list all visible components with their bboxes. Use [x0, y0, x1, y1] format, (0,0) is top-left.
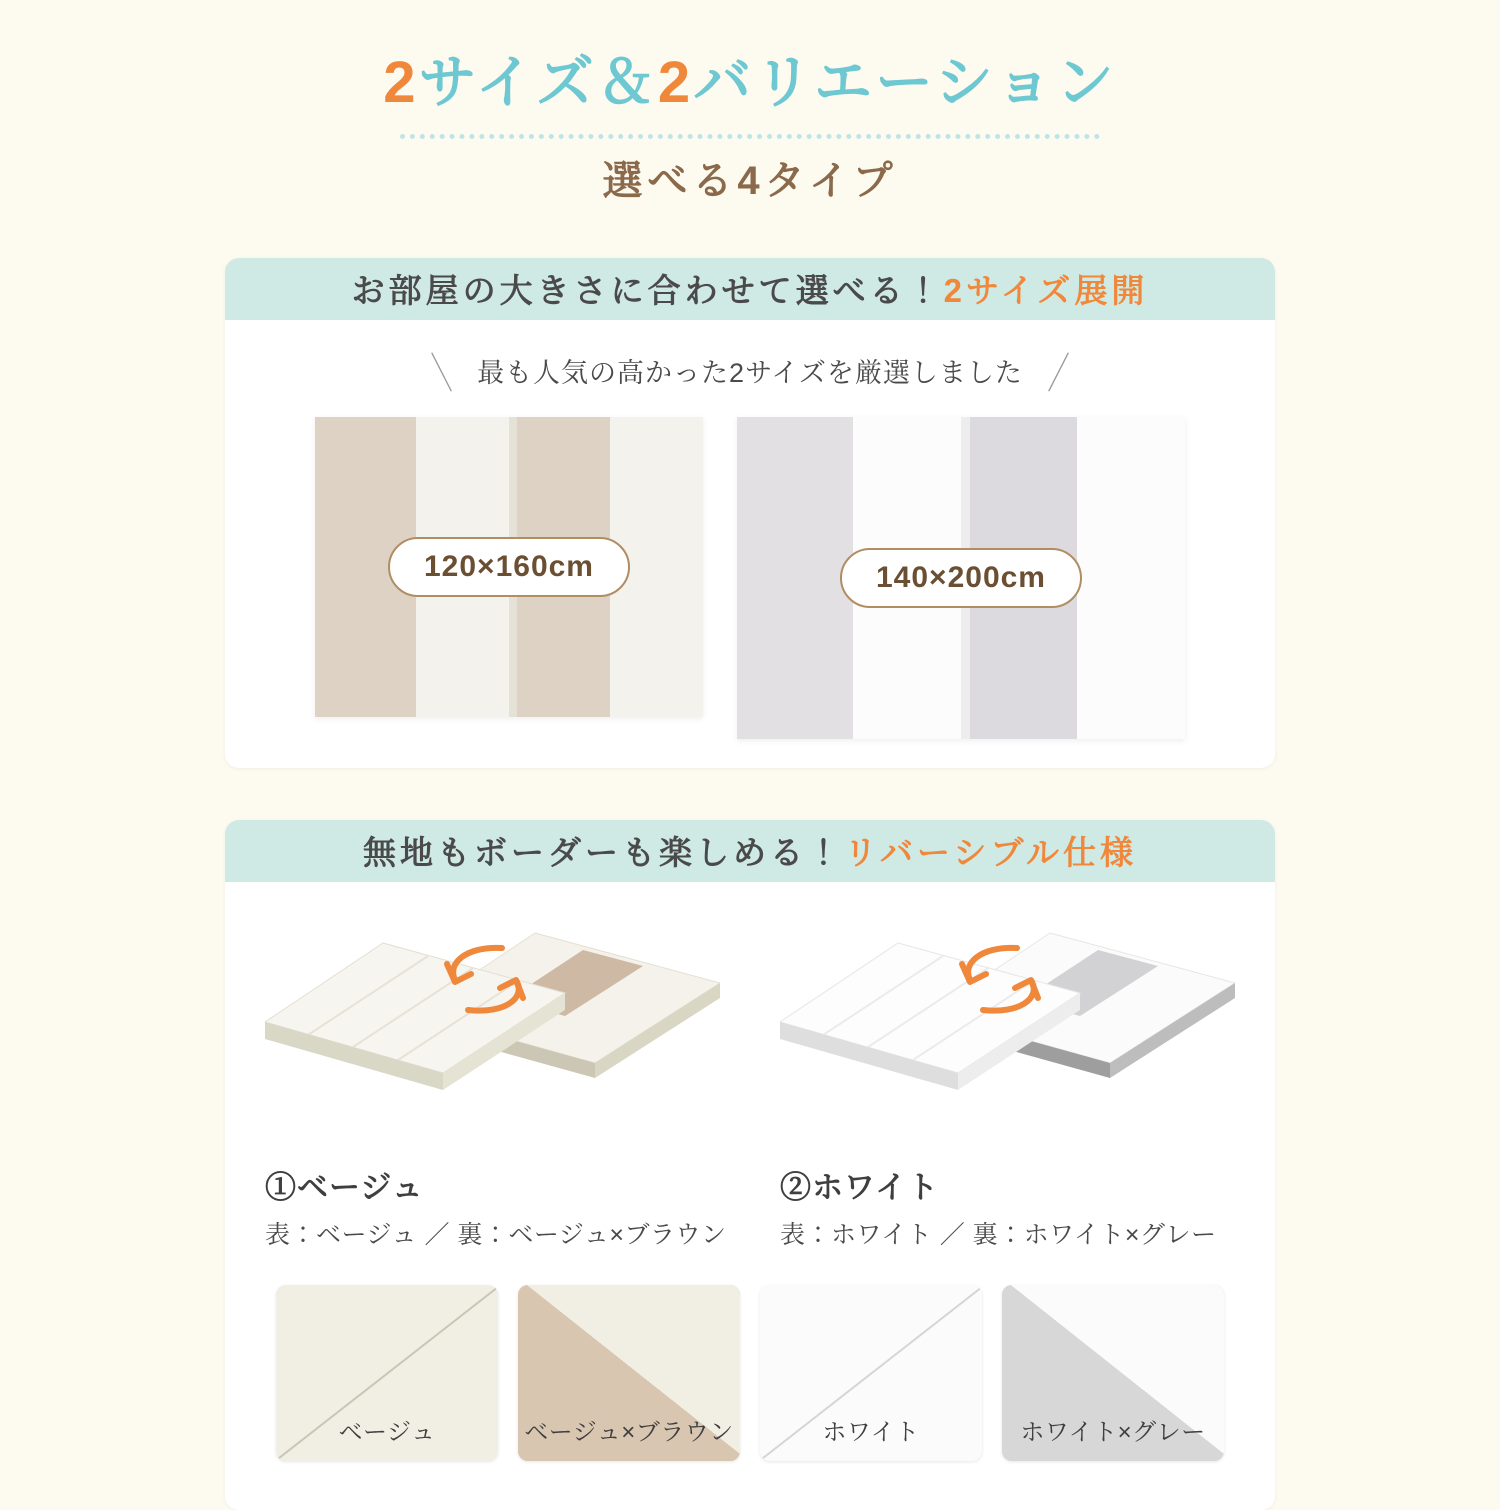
page-title-text-2: バリエーション [693, 50, 1117, 115]
swatch-beige[interactable] [276, 1285, 498, 1461]
page-title-text-1: サイズ＆ [418, 50, 658, 115]
size-section-lead-text: 最も人気の高かった2サイズを厳選しました [477, 357, 1023, 388]
reversible-section-panel [225, 820, 1275, 1510]
size-section-band-text [352, 265, 1149, 312]
size-section-lead-row [225, 346, 1275, 395]
mat-size-illustrations [225, 417, 1275, 739]
white-mat-iso-svg [780, 888, 1235, 1158]
variant-beige [265, 888, 727, 1251]
variant-beige-description: 表：ベージュ ／ 裏：ベージュ×ブラウン [265, 1220, 727, 1249]
slash-right-icon: ／ [1036, 350, 1082, 397]
size-section-band [225, 258, 1275, 320]
reversible-band-accent-text: リバーシブル仕様 [843, 834, 1138, 872]
size-tag-large: 140×200cm [840, 548, 1082, 608]
beige-mat-iso-svg [265, 888, 720, 1158]
mat-illustration-large [737, 417, 1185, 739]
color-swatch-list [225, 1285, 1275, 1461]
reversible-section-band-text [363, 827, 1137, 874]
swatch-beige-brown[interactable] [518, 1285, 740, 1461]
dotted-divider [400, 134, 1100, 139]
variant-list [225, 888, 1275, 1251]
page-title-number-1: 2 [383, 50, 419, 115]
size-tag-small: 120×160cm [388, 537, 630, 597]
slash-left-icon: ＼ [418, 350, 464, 397]
variant-white-description: 表：ホワイト ／ 裏：ホワイト×グレー [780, 1220, 1217, 1249]
size-band-accent-text: 2サイズ展開 [943, 272, 1149, 310]
swatch-beige-label: ベージュ [338, 1418, 436, 1446]
variant-beige-illustration [265, 888, 720, 1158]
page-title-number-2: 2 [657, 50, 694, 115]
page-subtitle: 選べる4タイプ [602, 158, 898, 203]
swatch-white-gray-label: ホワイト×グレー [1020, 1418, 1206, 1446]
mat-panel [737, 417, 853, 739]
page-title [0, 48, 1500, 118]
variant-beige-label: ①ベージュ [265, 1169, 424, 1205]
variant-white [780, 888, 1235, 1251]
size-band-main-text: お部屋の大きさに合わせて選べる！ [351, 272, 944, 310]
swatch-white-gray[interactable] [1002, 1285, 1224, 1461]
variant-white-label: ②ホワイト [780, 1169, 940, 1205]
reversible-band-main-text: 無地もボーダーも楽しめる！ [362, 834, 844, 872]
page-header [0, 0, 1500, 206]
swatch-beige-brown-label: ベージュ×ブラウン [524, 1418, 734, 1446]
swatch-white[interactable] [760, 1285, 982, 1461]
mat-panel [1077, 417, 1185, 739]
size-section-panel [225, 258, 1275, 768]
swatch-white-label: ホワイト [822, 1418, 920, 1446]
variant-white-illustration [780, 888, 1235, 1158]
reversible-section-band [225, 820, 1275, 882]
mat-illustration-small [315, 417, 703, 717]
